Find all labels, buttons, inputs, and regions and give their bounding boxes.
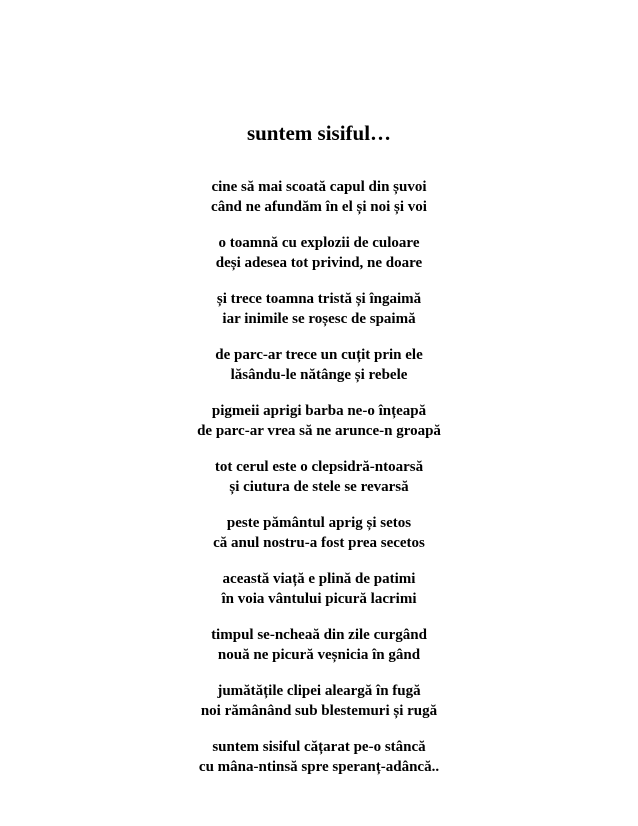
poem-line: deși adesea tot privind, ne doare xyxy=(215,254,423,271)
poem-line: și ciutura de stele se revarsă xyxy=(229,478,409,495)
poem-line: și trece toamna tristă și îngaimă xyxy=(216,291,422,307)
stanza-6 xyxy=(0,458,638,497)
poem-line: jumătățile clipei aleargă în fugă xyxy=(217,683,421,699)
poem-line: de parc-ar vrea să ne arunce-n groapă xyxy=(197,422,441,439)
poem-line: cine să mai scoată capul din șuvoi xyxy=(211,179,427,195)
poem-line: cu mâna-ntinsă spre speranț-adâncă.. xyxy=(198,758,440,775)
poem-line: iar inimile se roșesc de spaimă xyxy=(222,310,416,327)
poem-line: o toamnă cu explozii de culoare xyxy=(218,235,420,251)
poem-line: tot cerul este o clepsidră-ntoarsă xyxy=(214,459,424,475)
stanza-5 xyxy=(0,402,638,441)
stanza-2 xyxy=(0,234,638,273)
stanza-3 xyxy=(0,290,638,329)
stanza-11 xyxy=(0,738,638,777)
stanza-9 xyxy=(0,626,638,665)
poem-line: nouă ne picură veșnicia în gând xyxy=(217,646,421,663)
poem-line: în voia vântului picură lacrimi xyxy=(221,590,417,607)
stanza-10 xyxy=(0,682,638,721)
poem-body xyxy=(0,178,638,794)
poem-title: suntem sisiful… xyxy=(246,121,392,145)
stanza-7 xyxy=(0,514,638,553)
poem-line: când ne afundăm în el și noi și voi xyxy=(211,198,427,215)
poem-line: suntem sisiful cățarat pe-o stâncă xyxy=(212,739,426,755)
poem-line: de parc-ar trece un cuțit prin ele xyxy=(215,347,423,363)
poem-line: că anul nostru-a fost prea secetos xyxy=(213,534,425,551)
poem-line: pigmeii aprigi barba ne-o înțeapă xyxy=(211,403,427,419)
poem-line: această viață e plină de patimi xyxy=(222,571,416,587)
stanza-8 xyxy=(0,570,638,609)
stanza-1 xyxy=(0,178,638,217)
poem-line: noi rămânând sub blestemuri și rugă xyxy=(200,702,438,719)
stanza-4 xyxy=(0,346,638,385)
poem-line: timpul se-ncheaă din zile curgând xyxy=(211,627,427,643)
poem-line: lăsându-le nătânge și rebele xyxy=(230,366,408,383)
poem-line: peste pământul aprig și setos xyxy=(226,515,412,531)
